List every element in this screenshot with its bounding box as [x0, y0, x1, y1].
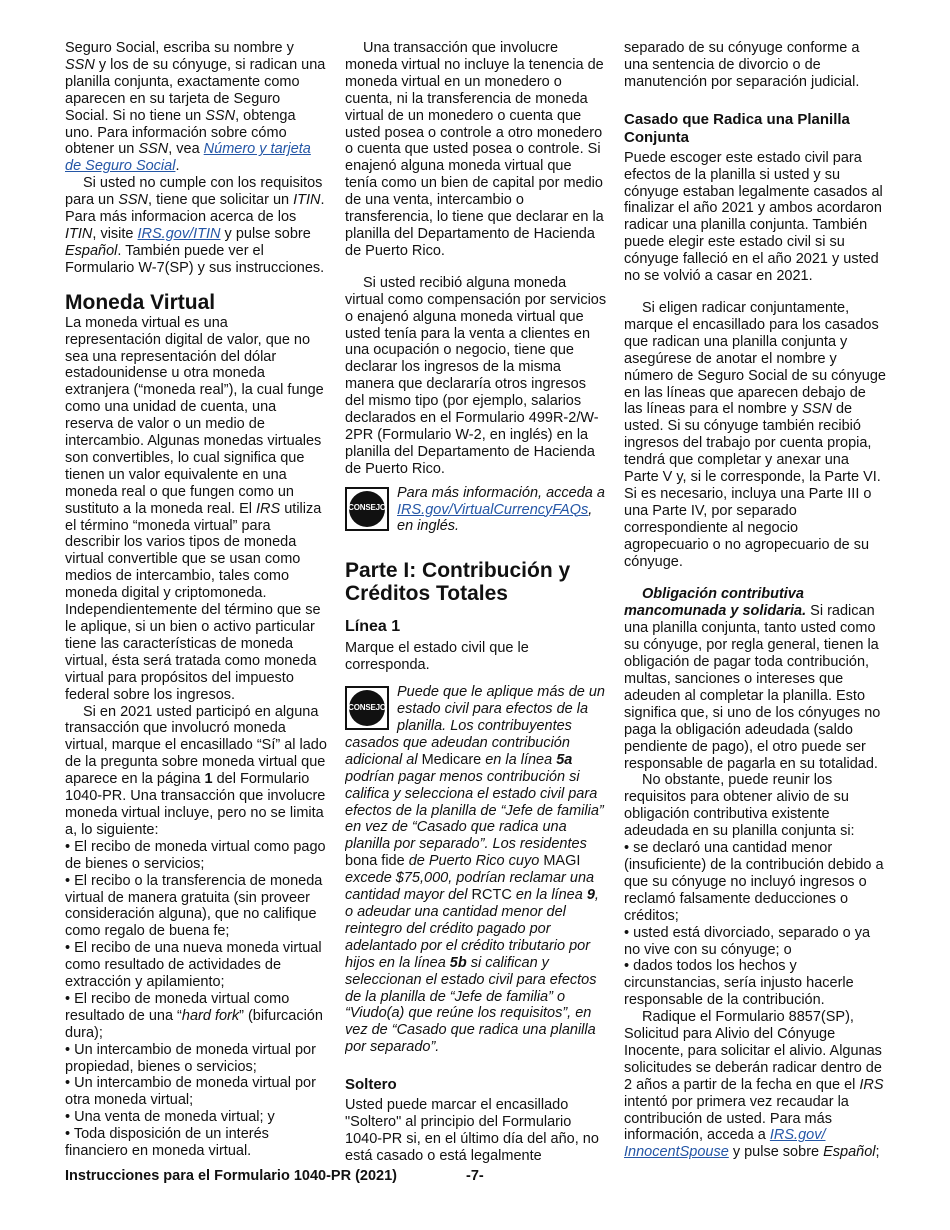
footer-title: Instrucciones para el Formulario 1040-PR (2021) — [65, 1168, 398, 1184]
list-item: • El recibo de moneda virtual como resultado de una “hard fork” (bifurcación dura); — [65, 990, 323, 1041]
heading-casado-conjunta: Casado que Radica una Planilla Conjunta — [624, 110, 850, 146]
paragraph: Si en 2021 usted participó en alguna transacción que involucró moneda virtual, marque el encasillado “Sí” al lado de la pregunta sobre moneda virtual que aparece en la página 1 del Formulario 1040-PR. Una transacción que involucre moneda virtual incluye, pero no se limita a, lo siguiente: — [65, 703, 327, 838]
paragraph: Seguro Social, escriba su nombre y SSN y los de su cónyuge, si radican una planilla conjunta, exactamente como aparecen en su tarjeta de Seguro Social. Si no tiene un SSN, obtenga uno. Para información sobre cómo obtener un SSN, vea Número y tarjeta de Seguro Social. — [65, 40, 326, 175]
tip-box — [345, 485, 607, 536]
heading-linea-1: Línea 1 — [345, 618, 401, 636]
list-item: • El recibo de una nueva moneda virtual como resultado de actividades de extracción y apilamiento; — [65, 940, 322, 991]
list-item: • se declaró una cantidad menor (insuficiente) de la contribución debido a que su cónyuge no incluyó ingresos o reclamó falsamente deducciones o créditos; — [624, 840, 884, 924]
list-item: • El recibo o la transferencia de moneda virtual de manera gratuita (sin proveer consideración alguna), que no califique como regalo de buena fe; — [65, 872, 323, 940]
list-item: • El recibo de moneda virtual como pago de bienes o servicios; — [65, 838, 326, 872]
itin-link[interactable]: IRS.gov/ITIN — [137, 225, 221, 242]
paragraph: Marque el estado civil que le corresponda. — [345, 640, 529, 674]
column-2 — [345, 40, 607, 1165]
tip-icon: CONSEJO — [345, 487, 389, 531]
paragraph: Si usted no cumple con los requisitos para un SSN, tiene que solicitar un ITIN. Para más informacion acerca de los ITIN, visite IRS.gov/ITIN y pulse sobre Español. También puede ver el Formulario W-7(SP) y sus instrucciones. — [65, 175, 325, 276]
page-number: -7- — [466, 1168, 484, 1184]
tip-box — [345, 684, 607, 1056]
paragraph: Si usted recibió alguna moneda virtual como compensación por servicios o enajenó alguna moneda virtual que usted tenía para la venta a clientes en una ocupación o negocio, tiene que declarar los ingresos de la misma manera que declararía otros ingresos del mismo tipo (por ejemplo, salarios declarados en el Formulario 499R-2/W-2PR (Formulario W-2, en inglés) en la planilla del Departamento de Hacienda de Puerto Rico. — [345, 274, 607, 477]
list-item: • Una venta de moneda virtual; y — [65, 1109, 275, 1126]
paragraph: Una transacción que involucre moneda virtual no incluye la tenencia de moneda virtual en un monedero o cuenta, ni la transferencia de moneda virtual de un monedero o cuenta que usted posea o controle a otro monedero o cuenta que usted posea o controle. Si enajenó alguna moneda virtual que tenía como un bien de capital por medio de una venta, intercambio o transferencia, lo tiene que declarar en la planilla del Departamento de Hacienda de Puerto Rico. — [345, 40, 604, 259]
paragraph: Usted puede marcar el encasillado "Soltero" al principio del Formulario 1040-PR si, en el último día del año, no está casado o está legalmente — [345, 1097, 599, 1164]
paragraph: Puede escoger este estado civil para efectos de la planilla si usted y su cónyuge estaban legalmente casados al finalizar el año 2021 y ambos acordaron radicar una planilla conjunta. También puede elegir este estado civil si su cónyuge falleció en el año 2021 y usted no se volvió a casar en 2021. — [624, 149, 883, 285]
paragraph: La moneda virtual es una representación digital de valor, que no sea una representación del dólar estadounidense u otra moneda extranjera (“moneda real”), la cual funge como una unidad de cuenta, una reserva de valor o un medio de intercambio. Algunas monedas virtuales son convertibles, lo cual significa que tienen un valor equivalente en una moneda real o que fungen como un sustituto a la moneda real. El IRS utiliza el término “moneda virtual” para describir los varios tipos de moneda virtual convertible que se usan como medios de intercambio, tales como moneda digital y criptomoneda. Independientemente del término que se le aplique, si un bien o activo particular tiene las características de moneda virtual, ésta será tratada como moneda virtual para propósitos del impuesto federal sobre los ingresos. — [65, 314, 324, 703]
tip-icon: CONSEJO — [345, 686, 389, 730]
column-3 — [624, 40, 886, 1161]
column-1 — [65, 40, 327, 1160]
list-item: • Toda disposición de un interés financiero en moneda virtual. — [65, 1126, 269, 1160]
heading-parte-i: Parte I: Contribución y Créditos Totales — [345, 559, 571, 606]
list-item: • usted está divorciado, separado o ya no vive con su cónyuge; o — [624, 924, 871, 958]
tip-text: Puede que le aplique más de un estado civil para efectos de la planilla. Los contribuyentes casados que adeudan contribución adicional al Medicare en la línea 5a podrían pagar menos contribución si califica y selecciona el estado civil para efectos de la planilla de “Jefe de familia” en vez de “Casado que radica una planilla por separado”. Los residentes bona fide de Puerto Rico cuyo MAGI excede $75,000, podrían reclamar una cantidad mayor del RCTC en la línea 9, o adeudar una cantidad menor del reintegro del crédito pagado por adelantado por el crédito tributario por hijos en la línea 5b si califican y seleccionan el estado civil para efectos de la planilla de “Jefe de familia” o “Viudo(a) que reúne los requisitos”, en vez de “Casado que radica una planilla por separado”. — [345, 684, 605, 1056]
heading-moneda-virtual: Moneda Virtual — [65, 290, 216, 314]
heading-soltero: Soltero — [345, 1076, 397, 1094]
innocent-spouse-link[interactable]: IRS.gov/ InnocentSpouse — [624, 1127, 826, 1161]
paragraph: No obstante, puede reunir los requisitos para obtener alivio de su obligación contributiva existente adeudada en su planilla conjunta si: — [624, 772, 855, 840]
list-item: • Un intercambio de moneda virtual por otra moneda virtual; — [65, 1075, 316, 1109]
list-item: • Un intercambio de moneda virtual por propiedad, bienes o servicios; — [65, 1041, 316, 1075]
ssn-card-link[interactable]: Número y tarjeta de Seguro Social — [65, 141, 311, 175]
paragraph: Obligación contributiva mancomunada y solidaria. Si radican una planilla conjunta, tanto usted como su cónyuge, por regla general, tienen la obligación de pagar toda contribución, multas, sanciones o intereses que adeuden al completar la planilla. Esto significa que, si uno de los cónyuges no paga la obligación adeudada (saldo pendiente de pago), el otro puede ser responsable de pagarla en su totalidad. — [624, 586, 881, 772]
virtual-currency-faqs-link[interactable]: IRS.gov/VirtualCurrencyFAQs — [397, 501, 589, 518]
tip-text: Para más información, acceda a IRS.gov/VirtualCurrencyFAQs, en inglés. — [397, 484, 605, 535]
paragraph: Si eligen radicar conjuntamente, marque el encasillado para los casados que radican una planilla conjunta y asegúrese de anotar el nombre y número de Seguro Social de su cónyuge en las líneas que aparecen debajo de las líneas para el nombre y SSN de usted. Si su cónyuge también recibió ingresos del trabajo por cuenta propia, tendrá que completar y anexar una Parte V y, si le corresponde, la Parte VI. Si es necesario, incluya una Parte III o una Parte IV, por separado correspondiente al negocio agropecuario o no agropecuario de su cónyuge. — [624, 299, 886, 570]
paragraph: Radique el Formulario 8857(SP), Solicitud para Alivio del Cónyuge Inocente, para solicitar el alivio. Algunas solicitudes se deberán radicar dentro de 2 años a partir de la fecha en que el IRS intentó por primera vez recaudar la contribución de usted. Para más información, acceda a IRS.gov/ InnocentSpouse y pulse sobre Español; — [624, 1009, 884, 1161]
list-item: • dados todos los hechos y circunstancias, sería injusto hacerle responsable de la contribución. — [624, 958, 854, 1009]
paragraph: separado de su cónyuge conforme a una sentencia de divorcio o de manutención por separación judicial. — [624, 40, 860, 90]
